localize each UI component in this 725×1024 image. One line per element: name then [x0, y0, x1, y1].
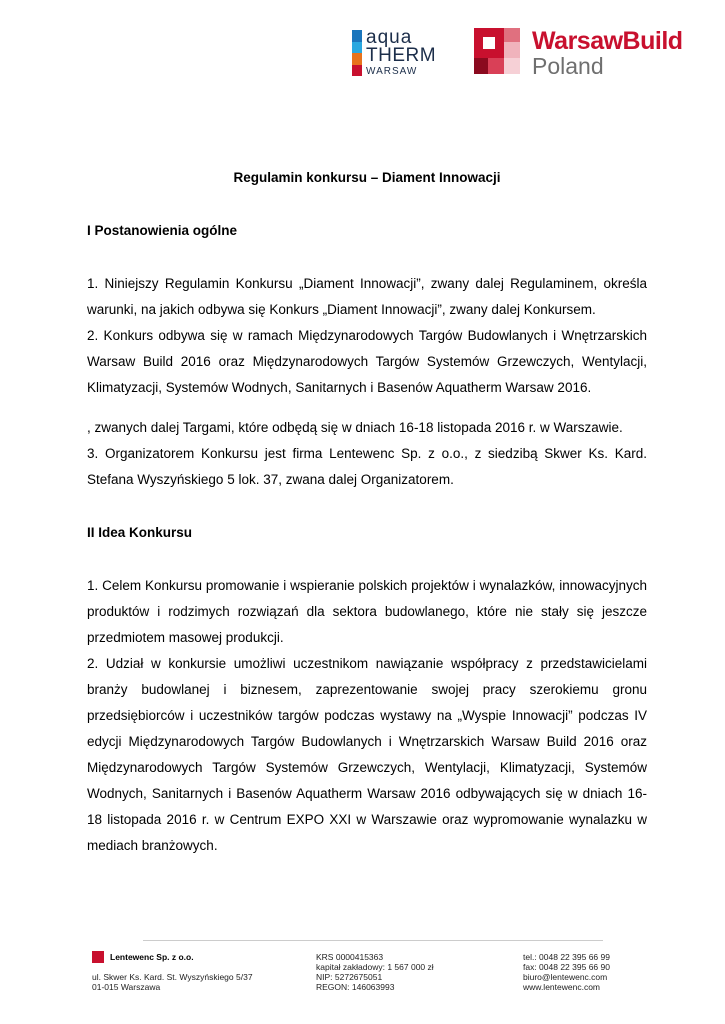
footer-address-line-2: 01-015 Warszawa — [92, 982, 161, 992]
aquatherm-logo — [352, 28, 442, 80]
footer-address-line-1: ul. Skwer Ks. Kard. St. Wyszyńskiego 5/37 — [92, 972, 253, 982]
footer-email-link[interactable]: biuro@lentewenc.com — [523, 972, 608, 982]
footer-nip: NIP: 5272675051 — [316, 972, 383, 982]
section-1-heading: I Postanowienia ogólne — [87, 223, 238, 238]
footer-regon: REGON: 146063993 — [316, 982, 395, 992]
footer-contact — [523, 952, 610, 992]
footer-website-link[interactable]: www.lentewenc.com — [523, 982, 601, 992]
footer-divider — [143, 940, 603, 941]
warsawbuild-logo-text-1: WarsawBuild — [532, 27, 683, 55]
warsawbuild-mark-icon — [474, 28, 520, 74]
document-body — [87, 165, 647, 859]
section-1-paragraph-1: 1. Niniejszy Regulamin Konkursu „Diament Innowacji”, zwany dalej Regulaminem, określa warunki, na jakich odbywa się Konkurs „Diament Innowacji”, zwany dalej Konkursem. — [87, 276, 647, 317]
section-1-paragraph-3: , zwanych dalej Targami, które odbędą się w dniach 16-18 listopada 2016 r. w Warszawie. — [87, 420, 623, 435]
aquatherm-logo-text-1: aqua — [366, 27, 413, 48]
aquatherm-logo-text-2: THERM — [366, 45, 437, 66]
footer-fax: fax: 0048 22 395 66 90 — [523, 962, 610, 972]
footer-capital: kapitał zakładowy: 1 567 000 zł — [316, 962, 434, 972]
lentewenc-logo-icon — [92, 951, 104, 963]
warsawbuild-logo — [474, 28, 689, 78]
section-2-heading: II Idea Konkursu — [87, 525, 193, 540]
footer-tel: tel.: 0048 22 395 66 99 — [523, 952, 610, 962]
document-title: Regulamin konkursu – Diament Innowacji — [233, 170, 501, 185]
aquatherm-logo-text-3: WARSAW — [366, 66, 418, 77]
section-1-paragraph-4: 3. Organizatorem Konkursu jest firma Lentewenc Sp. z o.o., z siedzibą Skwer Ks. Kard. Stefana Wyszyńskiego 5 lok. 37, zwana dalej Organizatorem. — [87, 446, 647, 487]
warsawbuild-logo-text-2: Poland — [532, 53, 604, 79]
footer-address — [92, 972, 253, 992]
footer-krs: KRS 0000415363 — [316, 952, 384, 962]
footer-registration — [316, 952, 434, 992]
section-2-paragraph-1: 1. Celem Konkursu promowanie i wspieranie polskich projektów i wynalazków, innowacyjnych produktów i rodzimych rozwiązań dla sektora budowlanego, które nie stały się jeszcze przedmiotem masowej produkcji. — [87, 578, 647, 645]
footer-company-name: Lentewenc Sp. z o.o. — [110, 952, 194, 962]
section-2-paragraph-2: 2. Udział w konkursie umożliwi uczestnikom nawiązanie współpracy z przedstawicielami branży budowlanej i biznesem, zaprezentowanie swojej pracy szerokiemu gronu przedsiębiorców i uczestników targów podczas wystawy na „Wyspie Innowacji” podczas IV edycji Międzynarodowych Targów Budowlanych i Wnętrzarskich Warsaw Build 2016 oraz Międzynarodowych Targów Systemów Grzewczych, Wentylacji, Klimatyzacji, Systemów Wodnych, Sanitarnych i Basenów Aquatherm Warsaw 2016 odbywających się w dniach 16-18 listopada 2016 r. w Centrum EXPO XXI w Warszawie oraz wypromowanie wynalazku w mediach branżowych. — [87, 656, 647, 853]
aquatherm-color-bar — [352, 30, 362, 76]
section-1-paragraph-2: 2. Konkurs odbywa się w ramach Międzynarodowych Targów Budowlanych i Wnętrzarskich Warsaw Build 2016 oraz Międzynarodowych Targów Systemów Grzewczych, Wentylacji, Klimatyzacji, Systemów Wodnych, Sanitarnych i Basenów Aquatherm Warsaw 2016. — [87, 328, 647, 395]
